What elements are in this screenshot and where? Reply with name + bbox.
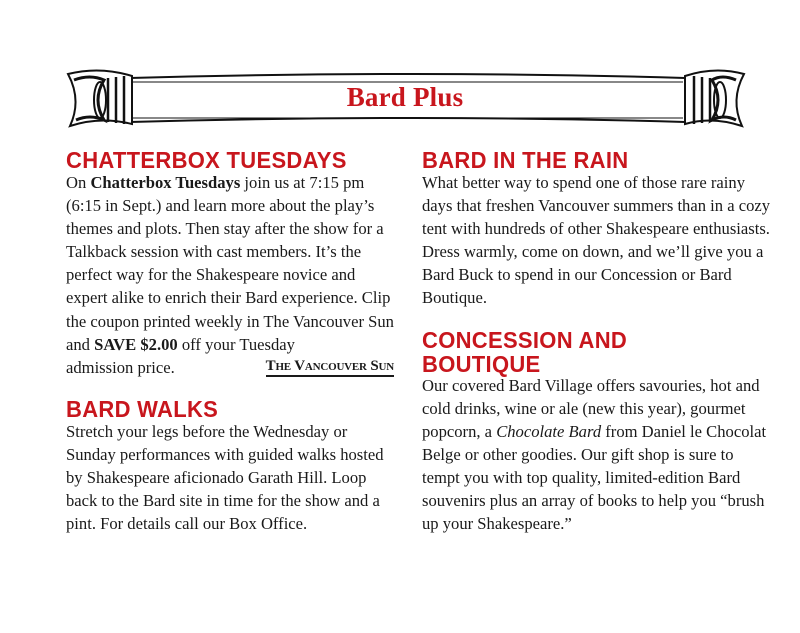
chatterbox-text-b: join us at 7:15 pm (6:15 in Sept.) and learn more about the play’s themes and plots. Then stay after the show for a Talkback session with cast members. It’s the perfect way for the Shakespeare novice and expert alike to enrich their Bard experience. Clip the coupon printed weekly in The Vancouver Sun and xyxy=(66,173,394,354)
chatterbox-body xyxy=(66,171,398,356)
chatterbox-text-a: On xyxy=(66,173,91,192)
walks-body: Stretch your legs before the Wednesday or Sunday performances with guided walks hosted by Shakespeare aficionado Garath Hill. Loop back to the Bard site in time for the show and a pint. For details call our Box Office. xyxy=(66,421,384,534)
concession-heading-line2: BOUTIQUE xyxy=(422,350,541,377)
rain-heading: BARD IN THE RAIN xyxy=(422,146,629,174)
vancouver-sun-logo: The Vancouver Sun xyxy=(266,358,394,377)
left-column xyxy=(66,148,398,535)
right-column xyxy=(422,148,772,535)
rain-body: What better way to spend one of those rare rainy days that freshen Vancouver summers than in a cozy tent with hundreds of other Shakespeare enthusiasts. Dress warmly, come on down, and we’ll give you a Bard Buck to spend in our Concession or Bard Boutique. xyxy=(422,173,771,308)
chatterbox-bold-name: Chatterbox Tuesdays xyxy=(90,173,241,192)
chatterbox-bold-save: SAVE $2.00 xyxy=(94,334,178,354)
chatterbox-section xyxy=(66,148,398,379)
chatterbox-last-line xyxy=(66,356,398,379)
walks-section xyxy=(66,397,398,535)
chatterbox-heading: CHATTERBOX TUESDAYS xyxy=(66,146,347,174)
chatterbox-text-c: off your Tuesday xyxy=(177,334,295,354)
concession-section xyxy=(422,328,772,536)
rain-section xyxy=(422,148,772,310)
walks-heading: BARD WALKS xyxy=(66,395,219,423)
concession-text-b: from Daniel le Chocolat Belge or other goodies. Our gift shop is sure to tempt you with top quality, limited-edition Bard souvenirs plus an array of books to help you “brush up your Shakespeare.” xyxy=(422,421,767,534)
concession-italic: Chocolate Bard xyxy=(496,421,602,441)
concession-heading-line1: CONCESSION AND xyxy=(422,326,628,353)
concession-body xyxy=(422,374,772,536)
concession-heading xyxy=(422,328,772,376)
concession-text-a: Our covered Bard Village offers savouries, hot and cold drinks, wine or ale (new this year), gourmet popcorn, a xyxy=(422,375,760,441)
page-title: Bard Plus xyxy=(346,82,464,112)
chatterbox-text-last: admission price. xyxy=(66,357,175,377)
title-banner xyxy=(60,62,750,142)
